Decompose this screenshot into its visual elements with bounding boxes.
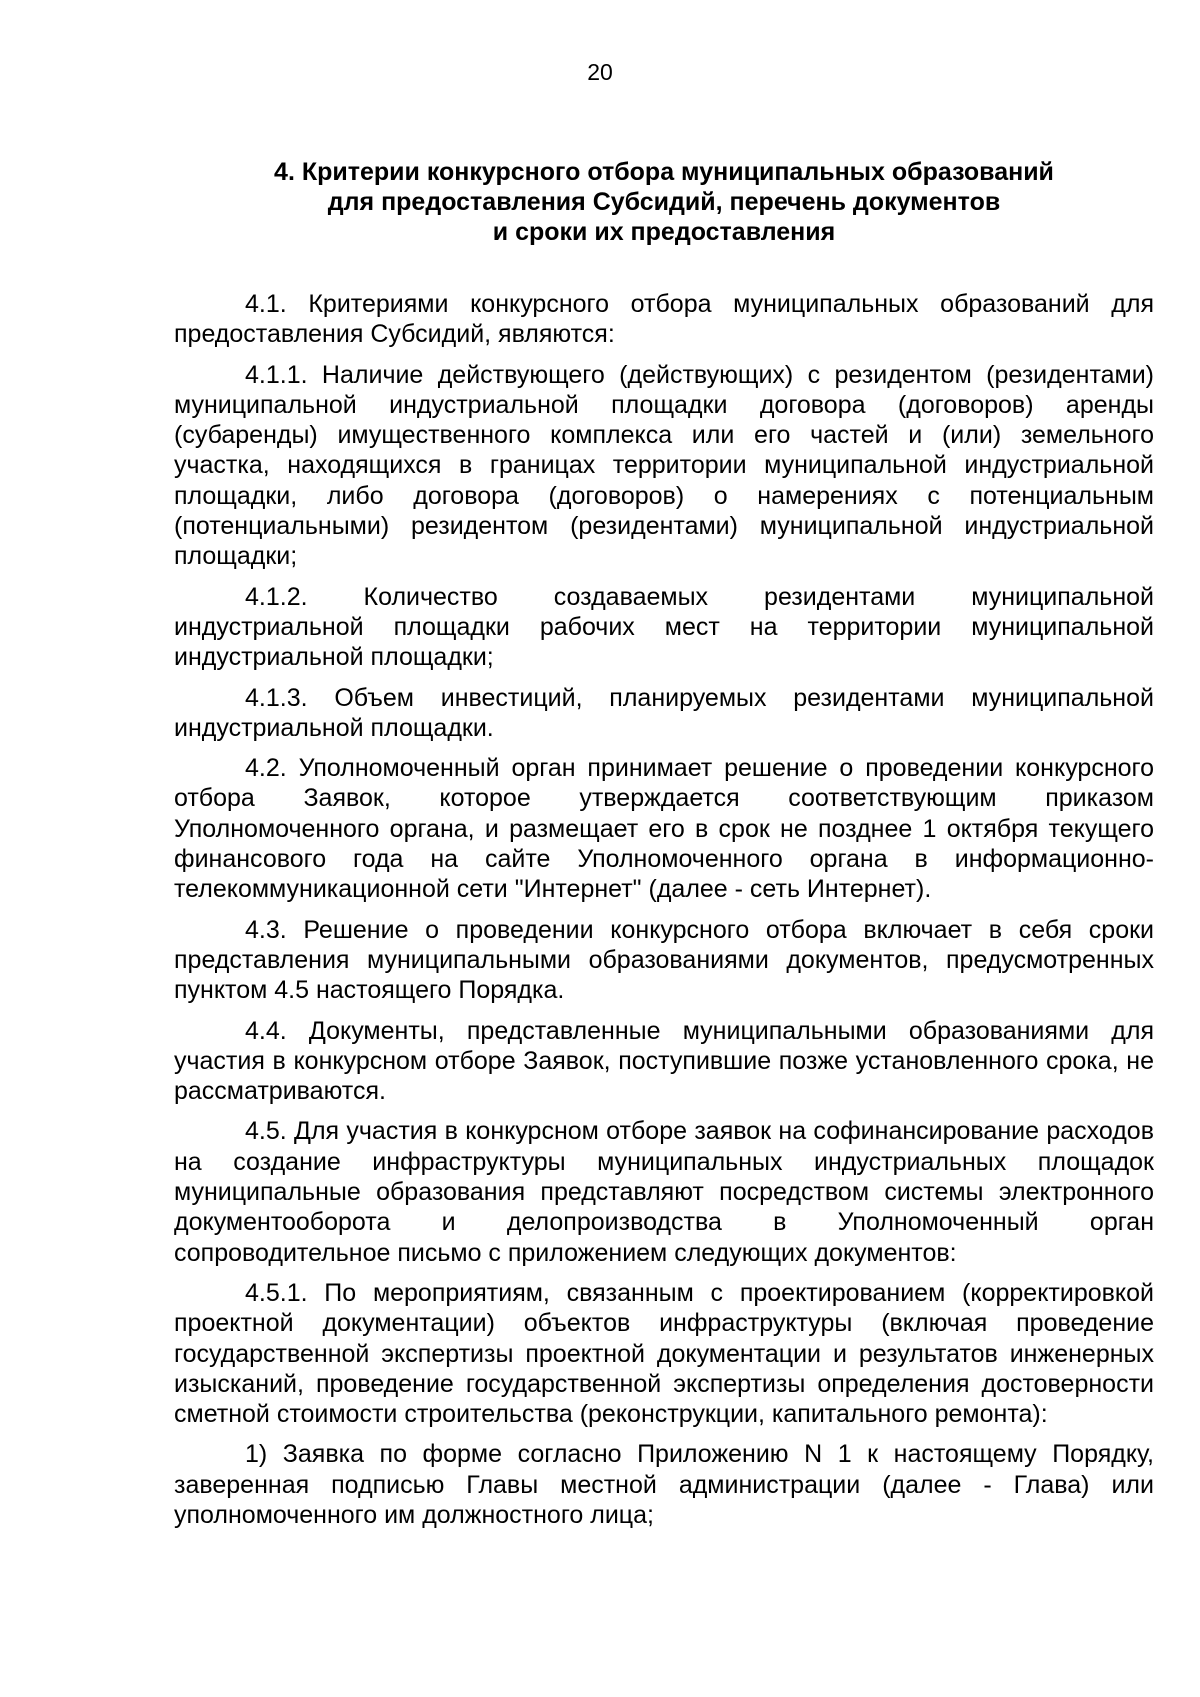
paragraph-4-3: 4.3. Решение о проведении конкурсного отбора включает в себя сроки представления муниципальными образованиями документов, предусмотренных пунктом 4.5 настоящего Порядка. [174, 915, 1154, 1005]
document-body [174, 289, 1154, 1530]
heading-line: 4. Критерии конкурсного отбора муниципальных образований [274, 158, 1054, 186]
page-number: 20 [587, 59, 613, 85]
heading-line: для предоставления Субсидий, перечень документов [327, 188, 1001, 216]
paragraph-4-5: 4.5. Для участия в конкурсном отборе заявок на софинансирование расходов на создание инфраструктуры муниципальных индустриальных площадок муниципальные образования представляют посредством системы электронного документооборота и делопроизводства в Уполномоченный орган сопроводительное письмо с приложением следующих документов: [174, 1117, 1154, 1267]
paragraph-4-1: 4.1. Критериями конкурсного отбора муниципальных образований для предоставления Субсидий, являются: [174, 290, 1154, 349]
section-heading [174, 157, 1154, 247]
paragraph-4-1-3: 4.1.3. Объем инвестиций, планируемых резидентами муниципальной индустриальной площадки. [174, 683, 1154, 742]
list-item-1: 1) Заявка по форме согласно Приложению N 1 к настоящему Порядку, заверенная подписью Главы местной администрации (далее - Глава) или уполномоченного им должностного лица; [174, 1440, 1154, 1529]
paragraph-4-1-2: 4.1.2. Количество создаваемых резидентами муниципальной индустриальной площадки рабочих мест на территории муниципальной индустриальной площадки; [174, 582, 1154, 672]
paragraph-4-5-1: 4.5.1. По мероприятиям, связанным с проектированием (корректировкой проектной документации) объектов инфраструктуры (включая проведение государственной экспертизы проектной документации и результатов инженерных изысканий, проведение государственной экспертизы определения достоверности сметной стоимости строительства (реконструкции, капитального ремонта): [174, 1278, 1154, 1429]
paragraph-4-2: 4.2. Уполномоченный орган принимает решение о проведении конкурсного отбора Заявок, которое утверждается соответствующим приказом Уполномоченного органа, и размещает его в срок не позднее 1 октября текущего финансового года на сайте Уполномоченного органа в информационно-телекоммуникационной сети "Интернет" (далее - сеть Интернет). [174, 754, 1154, 904]
paragraph-4-4: 4.4. Документы, представленные муниципальными образованиями для участия в конкурсном отборе Заявок, поступившие позже установленного срока, не рассматриваются. [174, 1016, 1154, 1106]
paragraph-4-1-1: 4.1.1. Наличие действующего (действующих) с резидентом (резидентами) муниципальной индустриальной площадки договора (договоров) аренды (субаренды) имущественного комплекса или его частей и (или) земельного участка, находящихся в границах территории муниципальной индустриальной площадки, либо договора (договоров) о намерениях с потенциальным (потенциальными) резидентом (резидентами) муниципальной индустриальной площадки; [174, 360, 1154, 571]
heading-line: и сроки их предоставления [492, 218, 836, 246]
